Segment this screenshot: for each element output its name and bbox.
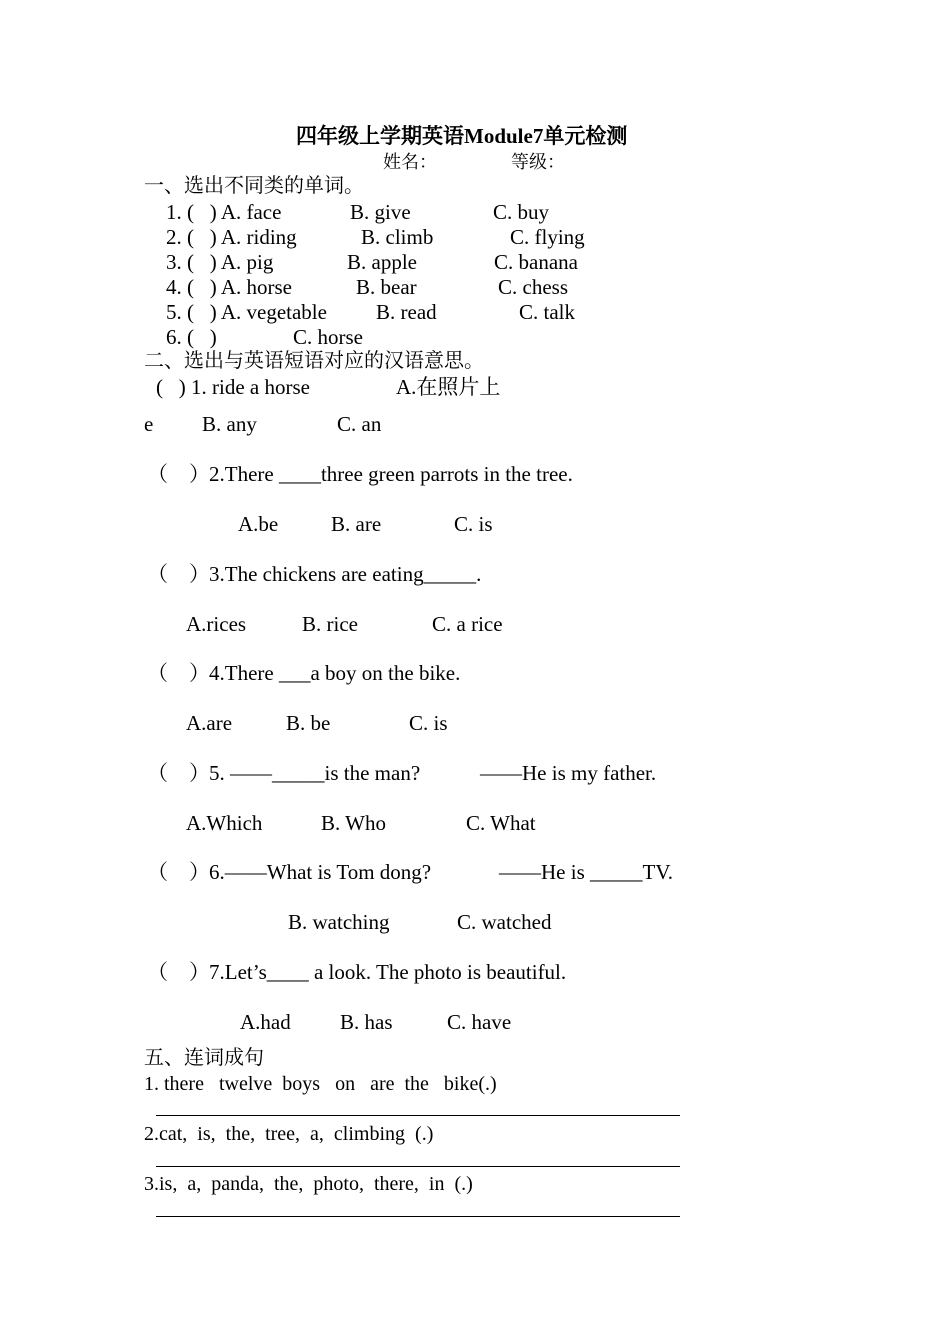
s1-item-5-a: 5. ( ) A. vegetable: [166, 300, 327, 324]
s1-item-4-b: B. bear: [356, 275, 417, 299]
section5-heading: 五、连词成句: [144, 1047, 264, 1069]
q4-option-a: A.are: [186, 711, 233, 735]
q5-option-a: A.Which: [186, 811, 263, 835]
s5-item-3: 3.is, a, panda, the, photo, there, in (.): [144, 1173, 473, 1195]
q3-stem: 3.The chickens are eating_____.: [209, 562, 482, 586]
s1-item-5-c: C. talk: [519, 300, 575, 324]
q7-option-c: C. have: [447, 1010, 512, 1034]
s1-item-1-a: 1. ( ) A. face: [166, 200, 282, 224]
q3-bracket: （ ）: [147, 562, 210, 586]
q6-stem: 6.——What is Tom dong?: [209, 860, 432, 884]
q2-bracket: （ ）: [147, 462, 210, 486]
q5-option-c: C. What: [466, 811, 536, 835]
q4-stem: 4.There ___a boy on the bike.: [209, 661, 461, 685]
page-title: 四年级上学期英语Module7单元检测: [296, 124, 628, 148]
q4-option-b: B. be: [286, 711, 331, 735]
s1-item-2-b: B. climb: [361, 225, 434, 249]
q2-option-c: C. is: [454, 512, 493, 536]
s1-item-3-c: C. banana: [494, 250, 578, 274]
q7-bracket: （ ）: [147, 960, 210, 984]
q4-bracket: （ ）: [147, 661, 210, 685]
s1-item-2-a: 2. ( ) A. riding: [166, 225, 297, 249]
q7-option-b: B. has: [340, 1010, 393, 1034]
q1-option-c: C. an: [337, 412, 382, 436]
q6-option-c: C. watched: [457, 910, 552, 934]
q6-option-b: B. watching: [288, 910, 390, 934]
q7-option-a: A.had: [240, 1010, 291, 1034]
s1-item-4-c: C. chess: [498, 275, 568, 299]
s1-item-6-a: 6. ( ): [166, 325, 217, 349]
q3-option-a: A.rices: [186, 612, 247, 636]
q2-option-b: B. are: [331, 512, 382, 536]
s1-item-3-a: 3. ( ) A. pig: [166, 250, 274, 274]
q5-option-b: B. Who: [321, 811, 386, 835]
q6-answer: ——He is _____TV.: [499, 860, 674, 884]
q1-option-b: B. any: [202, 412, 257, 436]
section1-heading: 一、选出不同类的单词。: [144, 175, 364, 197]
s2-item-1-cn: A.在照片上: [396, 375, 501, 399]
s1-item-1-c: C. buy: [493, 200, 550, 224]
grade-label: 等级：: [511, 152, 565, 172]
s5-item-1: 1. there twelve boys on are the bike(.): [144, 1073, 497, 1095]
answer-line-1: [156, 1115, 680, 1116]
name-label: 姓名：: [383, 152, 437, 172]
q3-option-b: B. rice: [302, 612, 358, 636]
answer-line-3: [156, 1216, 680, 1217]
q3-option-c: C. a rice: [432, 612, 503, 636]
answer-line-2: [156, 1166, 680, 1167]
s5-item-2: 2.cat, is, the, tree, a, climbing (.): [144, 1123, 434, 1145]
q1-option-a: e: [144, 412, 154, 436]
q4-option-c: C. is: [409, 711, 448, 735]
q5-bracket: （ ）: [147, 761, 210, 785]
s1-item-3-b: B. apple: [347, 250, 417, 274]
s1-item-2-c: C. flying: [510, 225, 585, 249]
q6-bracket: （ ）: [147, 860, 210, 884]
s2-item-1-en: ( ) 1. ride a horse: [156, 375, 310, 399]
s1-item-1-b: B. give: [350, 200, 411, 224]
q7-stem: 7.Let’s____ a look. The photo is beautiful.: [209, 960, 567, 984]
s1-item-5-b: B. read: [376, 300, 437, 324]
s1-item-6-c: C. horse: [293, 325, 363, 349]
section2-heading: 二、选出与英语短语对应的汉语意思。: [144, 350, 484, 372]
q2-stem: 2.There ____three green parrots in the tree.: [209, 462, 573, 486]
q5-stem: 5. ——_____is the man?: [209, 761, 421, 785]
q2-option-a: A.be: [238, 512, 279, 536]
s1-item-4-a: 4. ( ) A. horse: [166, 275, 292, 299]
q5-answer: ——He is my father.: [480, 761, 657, 785]
